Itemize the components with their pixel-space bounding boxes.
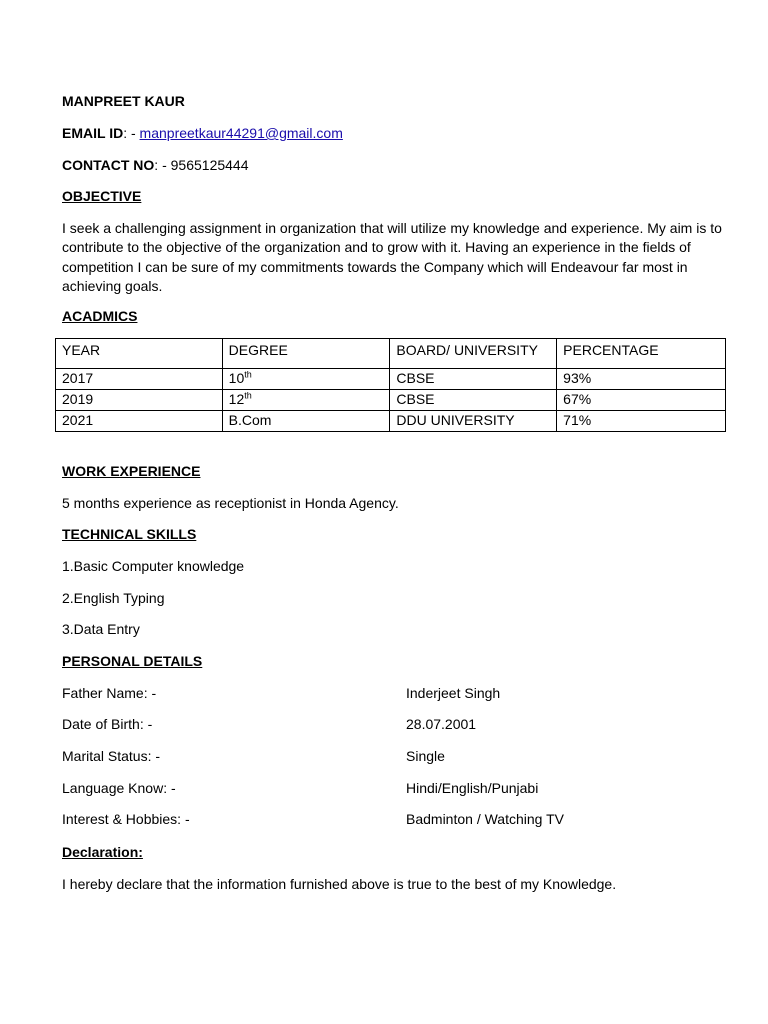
email-separator: : -: [123, 125, 140, 141]
cell-year: 2017: [56, 369, 223, 390]
contact-value: 9565125444: [170, 157, 249, 173]
email-label: EMAIL ID: [62, 125, 124, 141]
table-row: [56, 390, 726, 411]
cell-board: CBSE: [390, 369, 557, 390]
email-line: [62, 124, 343, 142]
personal-label: Date of Birth: -: [62, 716, 153, 732]
candidate-name: MANPREET KAUR: [62, 93, 185, 109]
personal-value: Inderjeet Singh: [406, 685, 501, 701]
academics-table: [55, 338, 726, 432]
degree-suffix: th: [244, 369, 252, 380]
personal-value: Hindi/English/Punjabi: [406, 780, 539, 796]
cell-percentage: 67%: [557, 390, 726, 411]
personal-details-heading: PERSONAL DETAILS: [62, 653, 203, 669]
cell-board: CBSE: [390, 390, 557, 411]
personal-label: Interest & Hobbies: -: [62, 811, 190, 827]
technical-skills-heading: TECHNICAL SKILLS: [62, 526, 197, 542]
objective-text: I seek a challenging assignment in organization that will utilize my knowledge and experience. My aim is to contribute to the objective of the organization and to grow with it. Having an experience in the fields of competition I can be sure of my commitments towards the Company which will Endeavour far most in achieving goals.: [62, 220, 722, 294]
skill-item: 2.English Typing: [62, 590, 165, 606]
contact-separator: : -: [154, 157, 171, 173]
header-percentage: PERCENTAGE: [557, 339, 726, 369]
declaration-text: I hereby declare that the information furnished above is true to the best of my Knowledge.: [62, 876, 617, 892]
personal-value: Badminton / Watching TV: [406, 811, 564, 827]
table-row: [56, 369, 726, 390]
header-board: BOARD/ UNIVERSITY: [390, 339, 557, 369]
work-experience-text: 5 months experience as receptionist in Honda Agency.: [62, 495, 399, 511]
contact-label: CONTACT NO: [62, 157, 155, 173]
table-header-row: [56, 339, 726, 369]
degree-value: 12: [228, 391, 245, 407]
declaration-heading: Declaration:: [62, 844, 143, 860]
table-row: [56, 411, 726, 432]
cell-degree: [222, 390, 390, 411]
header-year: YEAR: [56, 339, 223, 369]
personal-label: Marital Status: -: [62, 748, 161, 764]
skill-item: 1.Basic Computer knowledge: [62, 558, 245, 574]
cell-year: 2021: [56, 411, 223, 432]
personal-label: Language Know: -: [62, 780, 176, 796]
personal-label: Father Name: -: [62, 685, 157, 701]
skill-item: 3.Data Entry: [62, 621, 140, 637]
degree-suffix: th: [244, 390, 252, 401]
header-degree: DEGREE: [222, 339, 390, 369]
cell-year: 2019: [56, 390, 223, 411]
work-experience-heading: WORK EXPERIENCE: [62, 463, 201, 479]
contact-line: [62, 156, 249, 174]
cell-percentage: 93%: [557, 369, 726, 390]
cell-degree: [222, 369, 390, 390]
cell-board: DDU UNIVERSITY: [390, 411, 557, 432]
cell-degree: B.Com: [222, 411, 390, 432]
academics-heading: ACADMICS: [62, 308, 138, 324]
personal-value: Single: [406, 748, 445, 764]
degree-value: 10: [228, 370, 245, 386]
objective-heading: OBJECTIVE: [62, 188, 142, 204]
personal-value: 28.07.2001: [406, 716, 477, 732]
cell-percentage: 71%: [557, 411, 726, 432]
email-link[interactable]: manpreetkaur44291@gmail.com: [139, 125, 343, 141]
